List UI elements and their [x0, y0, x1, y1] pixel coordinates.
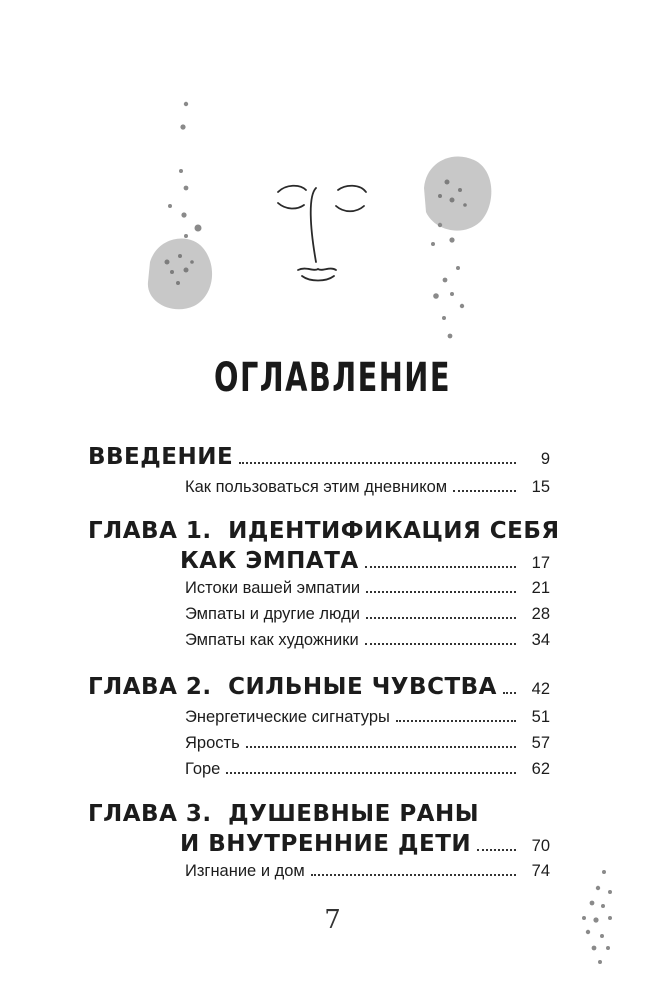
left-stone-shape: [148, 239, 212, 310]
toc-sub-label: Эмпаты как художники: [185, 631, 359, 649]
toc-page-number: 74: [531, 862, 550, 880]
toc-entry-sub[interactable]: [185, 862, 550, 881]
toc-page-number: 51: [531, 708, 550, 726]
toc-entry-sub[interactable]: [185, 708, 550, 727]
chapter-title-cont: И ВНУТРЕННИЕ ДЕТИ: [180, 831, 472, 857]
dot-leader: [477, 848, 516, 851]
dot-leader: [246, 745, 516, 748]
page-title: ОГЛАВЛЕНИЕ: [214, 355, 451, 401]
toc-entry-sub[interactable]: [185, 760, 550, 779]
dot-leader: [366, 616, 516, 619]
toc-page-number: 9: [540, 450, 550, 468]
right-stone-shape: [424, 156, 491, 230]
toc-chapter-2[interactable]: [88, 674, 550, 700]
dot-leader: [503, 691, 516, 694]
toc-sub-label: Энергетические сигнатуры: [185, 708, 390, 726]
toc-entry-sub[interactable]: [185, 734, 550, 753]
chapter-prefix: ГЛАВА 3.: [88, 801, 212, 827]
toc-chapter-3-line1[interactable]: [88, 801, 479, 827]
dot-leader: [366, 590, 516, 593]
toc-sub-label: Изгнание и дом: [185, 862, 305, 880]
chapter-title: СИЛЬНЫЕ ЧУВСТВА: [228, 674, 497, 700]
toc-page-number: 34: [531, 631, 550, 649]
toc-page-number: 28: [531, 605, 550, 623]
toc-page-number: 17: [531, 554, 550, 572]
toc-sub-label: Горе: [185, 760, 221, 778]
toc-page-number: 62: [531, 760, 550, 778]
toc-entry-sub[interactable]: [185, 478, 550, 497]
dot-leader: [453, 489, 516, 492]
toc-entry-sub[interactable]: [185, 605, 550, 624]
dot-leader: [396, 719, 516, 722]
toc-entry-sub[interactable]: [185, 579, 550, 598]
toc-chapter-3-line2[interactable]: [180, 831, 550, 857]
toc-page-number: 15: [531, 478, 550, 496]
chapter-title-cont: КАК ЭМПАТА: [180, 548, 359, 574]
toc-chapter-1-line1[interactable]: [88, 518, 560, 544]
toc-sub-label: Эмпаты и другие люди: [185, 605, 360, 623]
toc-page-number: 42: [531, 680, 550, 698]
chapter-title: ДУШЕВНЫЕ РАНЫ: [228, 801, 480, 827]
dot-leader: [226, 771, 516, 774]
page-number: 7: [324, 905, 341, 935]
toc-page-number: 70: [531, 837, 550, 855]
face-line-art: [278, 186, 366, 281]
toc-chapter-1-line2[interactable]: [180, 548, 550, 574]
toc-sub-label: Как пользоваться этим дневником: [185, 478, 448, 496]
toc-chapter-label: ВВЕДЕНИЕ: [88, 444, 234, 470]
scattered-dots-right: [431, 223, 464, 339]
scattered-dots-left: [168, 102, 202, 238]
dot-leader: [311, 873, 516, 876]
chapter-prefix: ГЛАВА 2.: [88, 674, 212, 700]
toc-entry-intro[interactable]: [88, 444, 550, 470]
toc-entry-sub[interactable]: [185, 631, 550, 650]
chapter-prefix: ГЛАВА 1.: [88, 518, 212, 544]
toc-sub-label: Ярость: [185, 734, 240, 752]
toc-sub-label: Истоки вашей эмпатии: [185, 579, 361, 597]
toc-page-number: 57: [531, 734, 550, 752]
toc-chapter-label: [88, 674, 497, 700]
dot-leader: [365, 642, 516, 645]
dot-leader: [365, 565, 516, 568]
dot-leader: [239, 461, 516, 464]
chapter-title: ИДЕНТИФИКАЦИЯ СЕБЯ: [228, 518, 560, 544]
toc-page-number: 21: [531, 579, 550, 597]
